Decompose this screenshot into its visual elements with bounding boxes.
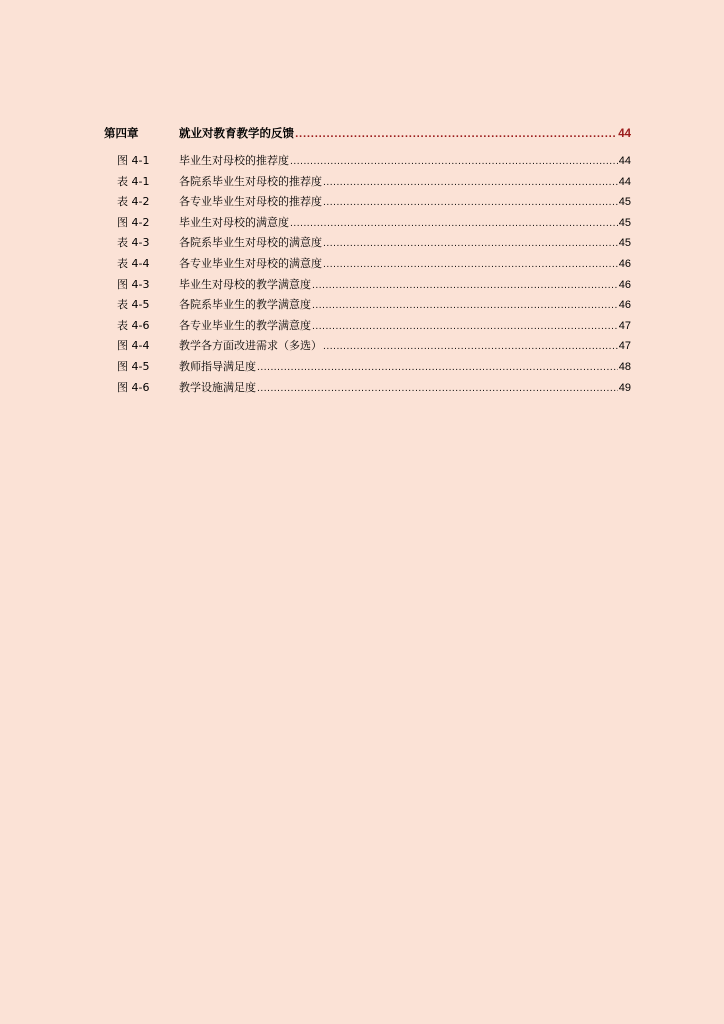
dot-leader (323, 337, 618, 358)
dot-leader (257, 379, 618, 400)
entry-page-number: 49 (618, 381, 631, 394)
toc-entry[interactable] (104, 295, 631, 316)
dot-leader (295, 126, 617, 144)
toc-entry[interactable] (104, 192, 631, 213)
chapter-title: 就业对教育教学的反馈 (179, 126, 294, 140)
entry-title: 毕业生对母校的教学满意度 (179, 277, 311, 291)
chapter-page-number: 44 (618, 128, 631, 140)
toc-entry[interactable] (104, 233, 631, 254)
entry-page-number: 47 (618, 340, 631, 353)
toc-entry[interactable] (104, 316, 631, 337)
entry-title: 教学设施满足度 (179, 380, 256, 394)
entry-page-number: 45 (618, 216, 631, 229)
toc-entry[interactable] (104, 254, 631, 275)
dot-leader (257, 358, 618, 379)
entry-title: 各院系毕业生对母校的推荐度 (179, 174, 322, 188)
chapter-number: 第四章 (104, 126, 139, 140)
entry-title: 毕业生对母校的满意度 (179, 215, 289, 229)
entry-page-number: 44 (618, 175, 631, 188)
dot-leader (312, 276, 618, 297)
toc-entry[interactable] (104, 275, 631, 296)
entry-number: 表 4-3 (117, 236, 150, 250)
entry-page-number: 48 (618, 360, 631, 373)
dot-leader (323, 255, 618, 276)
entry-number: 图 4-3 (117, 277, 150, 291)
dot-leader (323, 173, 618, 194)
entry-page-number: 45 (618, 196, 631, 209)
toc-entry[interactable] (104, 213, 631, 234)
table-of-contents (104, 124, 631, 398)
entry-number: 表 4-5 (117, 298, 150, 312)
entry-number: 表 4-6 (117, 318, 150, 332)
entry-title: 教师指导满足度 (179, 359, 256, 373)
entry-page-number: 46 (618, 257, 631, 270)
entry-title: 各院系毕业生对母校的满意度 (179, 236, 322, 250)
entry-number: 表 4-1 (117, 174, 150, 188)
entry-title: 教学各方面改进需求（多选） (179, 339, 322, 353)
toc-entry[interactable] (104, 151, 631, 172)
toc-entry[interactable] (104, 172, 631, 193)
dot-leader (290, 152, 618, 173)
toc-chapter-entry[interactable] (104, 124, 631, 142)
entry-title: 各专业毕业生对母校的满意度 (179, 256, 322, 270)
dot-leader (323, 234, 618, 255)
toc-entry[interactable] (104, 336, 631, 357)
entry-number: 图 4-2 (117, 215, 150, 229)
dot-leader (312, 317, 618, 338)
entry-number: 图 4-1 (117, 154, 150, 167)
toc-entry[interactable] (104, 378, 631, 399)
entry-page-number: 44 (618, 155, 631, 167)
entry-page-number: 47 (618, 319, 631, 332)
dot-leader (290, 214, 618, 235)
entry-page-number: 45 (618, 237, 631, 250)
entry-number: 表 4-2 (117, 195, 150, 209)
entry-number: 图 4-5 (117, 359, 150, 373)
dot-leader (312, 296, 618, 317)
entry-number: 图 4-6 (117, 380, 150, 394)
entry-number: 图 4-4 (117, 339, 150, 353)
toc-entry[interactable] (104, 357, 631, 378)
dot-leader (323, 193, 618, 214)
entry-page-number: 46 (618, 278, 631, 291)
entry-title: 各专业毕业生对母校的推荐度 (179, 195, 322, 209)
entry-number: 表 4-4 (117, 256, 150, 270)
entry-page-number: 46 (618, 299, 631, 312)
entry-title: 各专业毕业生的教学满意度 (179, 318, 311, 332)
entry-title: 毕业生对母校的推荐度 (179, 154, 289, 167)
entry-title: 各院系毕业生的教学满意度 (179, 298, 311, 312)
